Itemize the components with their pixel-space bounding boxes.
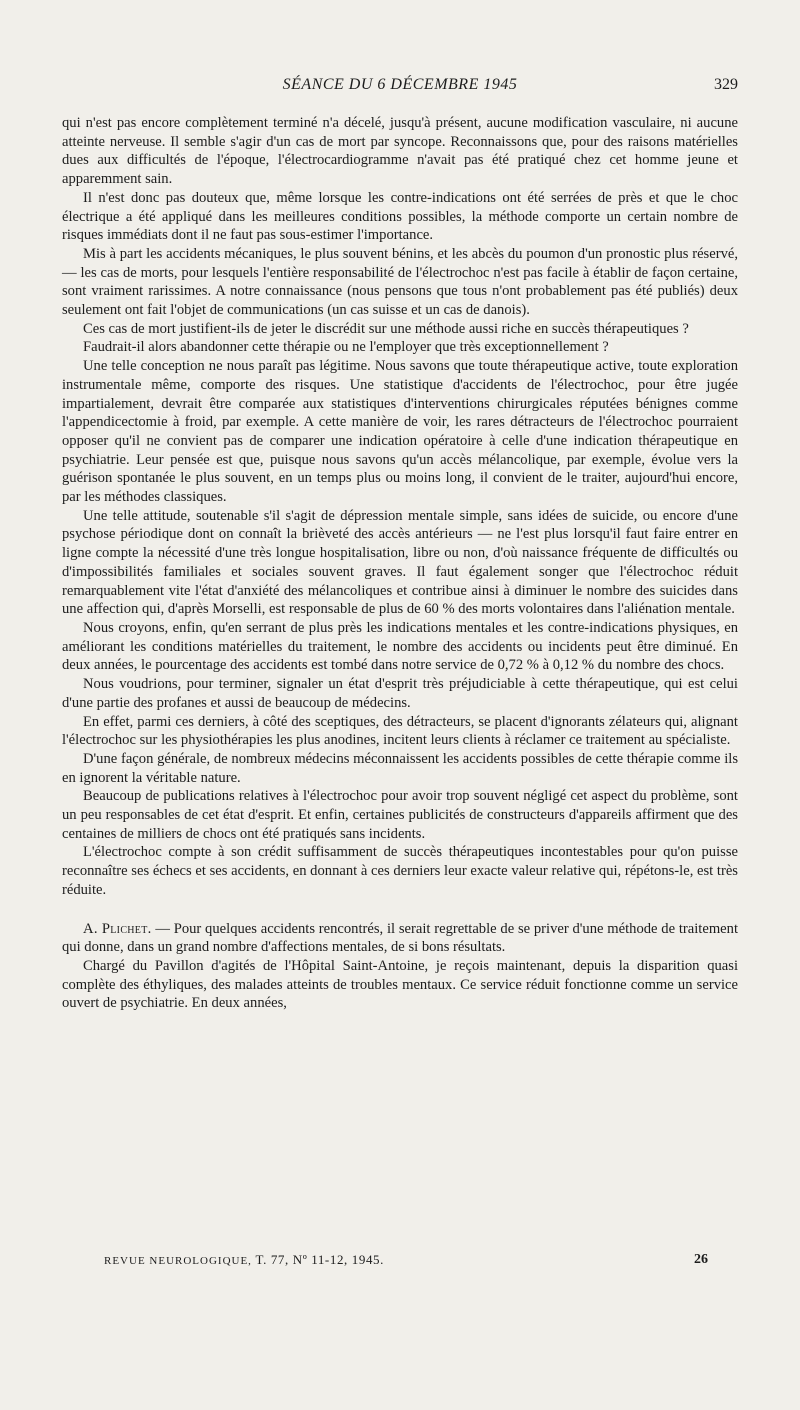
journal-issue: T. 77, Nº 11-12, 1945. <box>251 1252 384 1267</box>
discussion-continuation: Chargé du Pavillon d'agités de l'Hôpital Saint-Antoine, je reçois maintenant, depuis la disparition quasi complète des éthyliques, des malades atteints de troubles mentaux. Ce service réduit fonctionne comme un service ouvert de psychiatrie. En deux années, <box>62 957 738 1012</box>
header-title <box>62 76 738 94</box>
discussion-paragraph <box>62 920 738 957</box>
paragraph: Ces cas de mort justifient-ils de jeter le discrédit sur une méthode aussi riche en succès thérapeutiques ? <box>83 320 689 337</box>
discussion-speaker: A. Plichet. <box>83 920 152 937</box>
page-footer <box>62 1252 738 1274</box>
paragraph: Une telle conception ne nous paraît pas légitime. Nous savons que toute thérapeutique active, toute exploration instrumentale même, comporte des risques. Une statistique d'accidents de l'électrochoc, pour être jugée impartialement, devrait être comparée aux statistiques d'interventions chirurgicales réputées bénignes comme l'appendicectomie à froid, par exemple. A cette manière de voir, les rares détracteurs de l'électrochoc pourraient opposer qu'il ne convient pas de comparer une indication opératoire à celle d'une indication thérapeutique en psychiatrie. Leur pensée est que, puisque nous savons qu'un accès mélancolique, par exemple, évolue vers la guérison spontanée le plus souvent, en un temps plus ou moins long, il convient de le traiter, aujourd'hui encore, par les méthodes classiques. <box>62 358 738 506</box>
article-body <box>62 114 738 1013</box>
paragraph: L'électrochoc compte à son crédit suffisamment de succès thérapeutiques incontestables pour qu'on puisse reconnaître ses échecs et ses accidents, en donnant à ces derniers leur exacte valeur relative qui, répétons-le, est très réduite. <box>62 844 738 898</box>
journal-name: REVUE NEUROLOGIQUE, <box>104 1255 252 1267</box>
running-header <box>62 76 738 98</box>
journal-reference <box>104 1252 384 1268</box>
paragraph: Nous croyons, enfin, qu'en serrant de plus près les indications mentales et les contre-indications physiques, en améliorant les conditions matérielles du traitement, le nombre des accidents ou incidents peut être diminué. En deux années, le pourcentage des accidents est tombé dans notre service de 0,72 % à 0,12 % du nombre des chocs. <box>62 619 738 674</box>
paragraph: Beaucoup de publications relatives à l'électrochoc pour avoir trop souvent négligé cet aspect du problème, sont un peu responsables de cet état d'esprit. Et enfin, certaines publicités de constructeurs d'appareils affirment que des centaines de milliers de chocs ont été pratiqués sans incidents. <box>62 788 738 842</box>
paragraph: Faudrait-il alors abandonner cette thérapie ou ne l'employer que très exceptionnellement ? <box>83 339 609 356</box>
paragraph: D'une façon générale, de nombreux médecins méconnaissent les accidents possibles de cette thérapie comme ils en ignorent la véritable nature. <box>62 750 738 786</box>
page-number: 329 <box>714 76 738 93</box>
paragraph: Une telle attitude, soutenable s'il s'agit de dépression mentale simple, sans idées de suicide, ou encore d'une psychose périodique dont on connaît la brièveté des accès antérieurs — ne l'est plus lorsqu'il faut faire entrer en ligne compte la nécessité d'une très longue hospitalisation, libre ou non, d'où naissance fréquente de difficultés ou d'impossibilités familiales et sociales souvent graves. Il faut également songer que l'électrochoc réduit remarquablement vite l'état d'anxiété des mélancoliques et contribue ainsi à diminuer le nombre des suicides dans une affection qui, d'après Morselli, est responsable de plus de 60 % des morts volontaires dans l'aliénation mentale. <box>62 507 738 618</box>
header-title-text: SÉANCE DU 6 DÉCEMBRE 1945 <box>282 76 518 93</box>
paragraph: Nous voudrions, pour terminer, signaler un état d'esprit très préjudiciable à cette thérapeutique, qui est celui d'une partie des profanes et aussi de beaucoup de médecins. <box>62 676 738 711</box>
sheet-number: 26 <box>694 1252 708 1267</box>
paragraph: Mis à part les accidents mécaniques, le plus souvent bénins, et les abcès du poumon d'un pronostic plus réservé, — les cas de morts, pour lesquels l'entière responsabilité de l'électrochoc n'est pas facile à établir de façon certaine, sont vraiment rarissimes. A notre connaissance (nous pensons que tous n'ont probablement pas été publiés) deux seulement ont fait l'objet de communications (un cas suisse et un cas de danois). <box>62 245 738 319</box>
paragraph: Il n'est donc pas douteux que, même lorsque les contre-indications ont été serrées de près et que le choc électrique a été appliqué dans les meilleures conditions possibles, la méthode comporte un certain nombre de risques immédiats dont il ne faut pas sous-estimer l'importance. <box>62 189 738 244</box>
discussion-text: — Pour quelques accidents rencontrés, il serait regrettable de se priver d'une méthode de traitement qui donne, dans un grand nombre d'affections mentales, de si bons résultats. <box>62 920 738 956</box>
paragraph: En effet, parmi ces derniers, à côté des sceptiques, des détracteurs, se placent d'ignorants zélateurs qui, alignant l'électrochoc sur les physiothérapies les plus anodines, incitent leurs clients à réclamer ce traitement au spécialiste. <box>62 713 738 749</box>
paragraph: qui n'est pas encore complètement terminé n'a décelé, jusqu'à présent, aucune modification vasculaire, ni aucune atteinte nerveuse. Il semble s'agir d'un cas de mort par syncope. Reconnaissons que, pour des raisons matérielles dues aux difficultés de l'époque, l'électrocardiogramme n'avait pas été pratiqué chez cet homme jeune et apparemment sain. <box>62 115 738 188</box>
